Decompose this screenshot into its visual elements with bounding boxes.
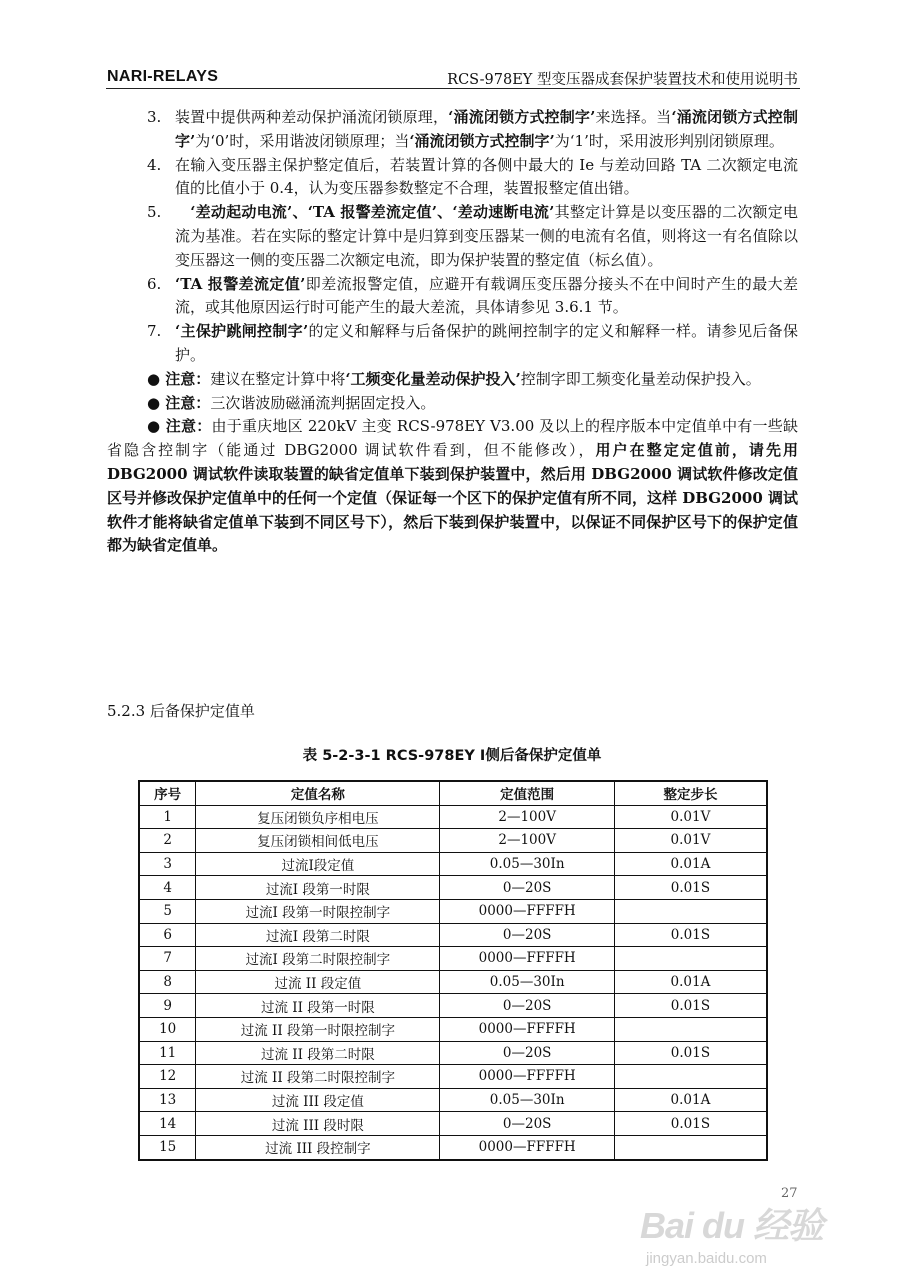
table-cell: 0.01S: [614, 876, 767, 900]
table-cell: 过流 III 段时限: [196, 1112, 440, 1136]
table-cell: 7: [139, 947, 196, 971]
text-run: 即差流报警定值，应避开有载调压变压器分接头不在中间时产生的最大差流，或其他原因运行时可能产生的最大差流，具体请参见 3.6.1 节。: [175, 274, 798, 317]
header-title: RCS-978EY 型变压器成套保护装置技术和使用说明书: [447, 72, 798, 88]
bold-run: ‘主保护跳闸控制字’: [175, 322, 309, 341]
table-cell: 1: [139, 805, 196, 829]
page-number: 27: [781, 1186, 798, 1201]
table-row: [139, 994, 767, 1018]
bold-run: ● 注意：: [147, 393, 211, 412]
table-cell: 2—100V: [440, 829, 615, 853]
table-cell: 0—20S: [440, 1041, 615, 1065]
table-cell: 0—20S: [440, 1112, 615, 1136]
text-run: 在输入变压器主保护整定值后，若装置计算的各侧中最大的 Ie 与差动回路 TA 二次额定电流值的比值小于 0.4，认为变压器参数整定不合理，装置报整定值出错。: [175, 155, 798, 198]
column-header: 序号: [139, 781, 196, 805]
table-caption: 表 5-2-3-1 RCS-978EY Ⅰ侧后备保护定值单: [302, 748, 602, 764]
text-run: 由于重庆地区 220kV 主变 RCS-978EY V3.00 及以上的程序版本中定值单中有一些缺省隐含控制字（能通过 DBG2000 调试软件看到，但不能修改），: [107, 417, 799, 460]
table-cell: 0.01S: [614, 1041, 767, 1065]
content-flow: [0, 106, 904, 1161]
list-item: [107, 273, 798, 321]
table-row: [139, 947, 767, 971]
table-cell: 0—20S: [440, 876, 615, 900]
table-cell: 过流 III 段控制字: [196, 1135, 440, 1159]
table-row: [139, 1112, 767, 1136]
note-paragraph: [107, 392, 798, 416]
table-cell: 14: [139, 1112, 196, 1136]
table-cell: 过流Ⅰ 段第二时限控制字: [196, 947, 440, 971]
table-cell: 3: [139, 852, 196, 876]
bold-run: ‘工频变化量差动保护投入’: [345, 369, 521, 388]
header-rule: [106, 88, 800, 89]
text-run: 来选择。当: [595, 108, 672, 126]
table-cell: [614, 1017, 767, 1041]
table-cell: 0.01A: [614, 1088, 767, 1112]
table-cell: 过流 II 段第一时限控制字: [196, 1017, 440, 1041]
list-number: 5.: [147, 203, 162, 222]
table-cell: 2: [139, 829, 196, 853]
column-header: 定值名称: [196, 781, 440, 805]
table-cell: 过流Ⅰ段定值: [196, 852, 440, 876]
table-row: [139, 876, 767, 900]
body-text: [107, 106, 798, 688]
table-row: [139, 899, 767, 923]
bold-run: ‘涌流闭锁方式控制字’: [409, 131, 555, 150]
table-row: [139, 1041, 767, 1065]
table-cell: 4: [139, 876, 196, 900]
table-cell: 0—20S: [440, 923, 615, 947]
table-cell: 复压闭锁负序相电压: [196, 805, 440, 829]
table-cell: 15: [139, 1135, 196, 1159]
table-cell: 过流 II 段第二时限: [196, 1041, 440, 1065]
text-run: 其整定计算是以变压器的二次额定电流为基准。若在实际的整定计算中是归算到变压器某一侧的电流有名值，则将这一有名值除以变压器这一侧的变压器二次额定电流，即为保护装置的整定值（标幺值）。: [175, 203, 798, 269]
table-cell: 0000—FFFFH: [440, 1065, 615, 1089]
header-brand: NARI-RELAYS: [107, 68, 219, 85]
table-cell: 过流 II 段定值: [196, 970, 440, 994]
list-item: [107, 106, 798, 154]
table-cell: [614, 899, 767, 923]
table-cell: 2—100V: [440, 805, 615, 829]
list-item: [107, 320, 798, 368]
table-cell: [614, 947, 767, 971]
table-cell: 10: [139, 1017, 196, 1041]
note-paragraph: [107, 415, 798, 558]
table-cell: 0.05—30In: [440, 852, 615, 876]
table-row: [139, 923, 767, 947]
notes-list: [107, 368, 798, 558]
table-cell: 9: [139, 994, 196, 1018]
table-header-row: [139, 781, 767, 805]
table-cell: 6: [139, 923, 196, 947]
table-cell: 过流Ⅰ 段第一时限控制字: [196, 899, 440, 923]
bold-run: ‘差动起动电流’、‘TA 报警差流定值’、‘差动速断电流’: [175, 203, 555, 222]
text-run: 为‘0’时，采用谐波闭锁原理；当: [195, 131, 410, 150]
section-heading: 5.2.3 后备保护定值单: [107, 702, 255, 720]
watermark-url: jingyan.baidu.com: [646, 1250, 767, 1267]
bold-run: ● 注意：: [147, 417, 212, 436]
numbered-list: [107, 106, 798, 368]
table-cell: 13: [139, 1088, 196, 1112]
table-cell: 0.01S: [614, 1112, 767, 1136]
table-cell: 0.05—30In: [440, 1088, 615, 1112]
table-cell: 复压闭锁相间低电压: [196, 829, 440, 853]
bold-run: ● 注意：: [147, 369, 211, 388]
table-row: [139, 1135, 767, 1159]
table-cell: 过流 II 段第一时限: [196, 994, 440, 1018]
text-run: 装置中提供两种差动保护涌流闭锁原理，: [175, 108, 449, 126]
table-row: [139, 1017, 767, 1041]
list-number: 6.: [147, 274, 162, 293]
table-cell: [614, 1135, 767, 1159]
table-cell: 0.01S: [614, 994, 767, 1018]
table-cell: 0.01V: [614, 829, 767, 853]
bold-run: ‘TA 报警差流定值’: [175, 274, 306, 293]
table-cell: 过流Ⅰ 段第二时限: [196, 923, 440, 947]
table-cell: [614, 1065, 767, 1089]
table-cell: 0.01A: [614, 970, 767, 994]
table-row: [139, 829, 767, 853]
bold-run: 用户在整定定值前，请先用 DBG2000 调试软件读取装置的缺省定值单下装到保护装置中，然后用 DBG2000 调试软件修改定值区号并修改保护定值单中的任何一个定值（保证每一个区下的保护定值有所不同，这样 DBG2000 调试软件才能将缺省定值单下装到不同区号下），然后下装到保护装置中，以保证不同保护区号下的保护定值都为缺省定值单。: [107, 441, 798, 555]
list-number: 4.: [147, 155, 162, 174]
table-row: [139, 970, 767, 994]
watermark-logo: Bai du 经验: [640, 1205, 824, 1246]
table-cell: 0.05—30In: [440, 970, 615, 994]
baidu-watermark: [640, 1206, 823, 1268]
table-cell: 过流Ⅰ 段第一时限: [196, 876, 440, 900]
table-cell: 5: [139, 899, 196, 923]
note-paragraph: [107, 368, 798, 392]
text-run: 为‘1’时，采用波形判别闭锁原理。: [554, 131, 784, 150]
table-cell: 0.01V: [614, 805, 767, 829]
list-item: [107, 201, 798, 272]
column-header: 整定步长: [614, 781, 767, 805]
bold-run: ‘涌流闭锁方式控制字’: [175, 108, 798, 150]
table-cell: 0000—FFFFH: [440, 1017, 615, 1041]
table-cell: 0—20S: [440, 994, 615, 1018]
list-number: 3.: [147, 108, 162, 126]
text-run: 的定义和解释与后备保护的跳闸控制字的定义和解释一样。请参见后备保护。: [175, 322, 798, 364]
table-cell: 0000—FFFFH: [440, 947, 615, 971]
column-header: 定值范围: [440, 781, 615, 805]
bold-run: ‘涌流闭锁方式控制字’: [448, 108, 596, 126]
table-cell: 过流 II 段第二时限控制字: [196, 1065, 440, 1089]
table-row: [139, 1088, 767, 1112]
table-cell: 11: [139, 1041, 196, 1065]
table-cell: 8: [139, 970, 196, 994]
table-cell: 0000—FFFFH: [440, 1135, 615, 1159]
table-row: [139, 1065, 767, 1089]
table-row: [139, 805, 767, 829]
text-run: 控制字即工频变化量差动保护投入。: [520, 369, 761, 388]
text-run: 三次谐波励磁涌流判据固定投入。: [210, 393, 436, 412]
table-cell: 0.01A: [614, 852, 767, 876]
text-run: 建议在整定计算中将: [210, 369, 346, 388]
list-item: [107, 154, 798, 202]
table-cell: 0000—FFFFH: [440, 899, 615, 923]
list-number: 7.: [147, 322, 162, 341]
table-cell: 0.01S: [614, 923, 767, 947]
table-cell: 12: [139, 1065, 196, 1089]
table-cell: 过流 III 段定值: [196, 1088, 440, 1112]
table-row: [139, 852, 767, 876]
settings-table: [138, 780, 768, 1161]
